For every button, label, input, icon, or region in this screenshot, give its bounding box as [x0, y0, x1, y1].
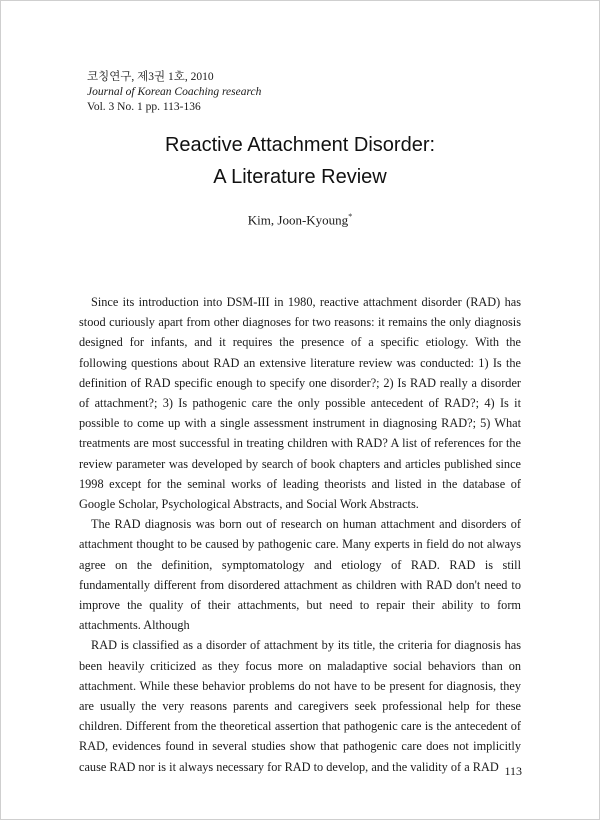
abstract-paragraph: Since its introduction into DSM-III in 1980, reactive attachment disorder (RAD) has stood curiously apart from other diagnoses for two reasons: it remains the only diagnosis designed for infants, and it requires the presence of a specific etiology. With the following questions about RAD an extensive literature review was conducted: 1) Is the definition of RAD specific enough to specify one disorder?; 2) Is RAD really a disorder of attachment?; 3) Is pathogenic care the only possible antecedent of RAD?; 4) Is it possible to come up with a single assessment instrument in diagnosing RAD?; 5) What treatments are most successful in treating children with RAD? A list of references for the review parameter was developed by search of book chapters and articles published since 1998 except for the seminal works of leading theorists and listed in the database of Google Scholar, Psychological Abstracts, and Social Work Abstracts.	[79, 295, 521, 512]
journal-name: Journal of Korean Coaching research	[87, 86, 262, 98]
abstract	[79, 292, 521, 777]
journal-volume-line: Vol. 3 No. 1 pp. 113-136	[87, 101, 201, 113]
paper-title	[0, 131, 600, 191]
abstract-paragraph: RAD is classified as a disorder of attachment by its title, the criteria for diagnosis has been heavily criticized as they focus more on maladaptive social behaviors than on attachment. While these behavior problems do not have to be present for diagnosis, they are usually the very reasons parents and caregivers seek professional help for these children. Different from the theoretical assertion that pathogenic care is the antecedent of RAD, evidences found in several studies show that pathogenic care does not implicitly cause RAD nor is it always necessary for RAD to develop, and the validity of a RAD	[79, 638, 521, 774]
journal-korean-line: 코칭연구, 제3권 1호, 2010	[87, 71, 214, 83]
author-name: Kim, Joon-Kyoung	[247, 212, 349, 228]
page-number: 113	[504, 764, 522, 778]
abstract-paragraph: The RAD diagnosis was born out of research on human attachment and disorders of attachment thought to be caused by pathogenic care. Many experts in field do not always agree on the definition, symptomatology and etiology of RAD. RAD is still fundamentally different from disordered attachment as children with RAD don't need to improve the quality of their attachments, but need to repair their ability to form attachments. Although	[79, 517, 521, 633]
title-line-2: A Literature Review	[213, 166, 387, 188]
author-footnote-marker: *	[348, 212, 353, 221]
journal-header	[87, 70, 261, 115]
title-line-1: Reactive Attachment Disorder:	[164, 134, 436, 156]
author	[0, 212, 600, 228]
